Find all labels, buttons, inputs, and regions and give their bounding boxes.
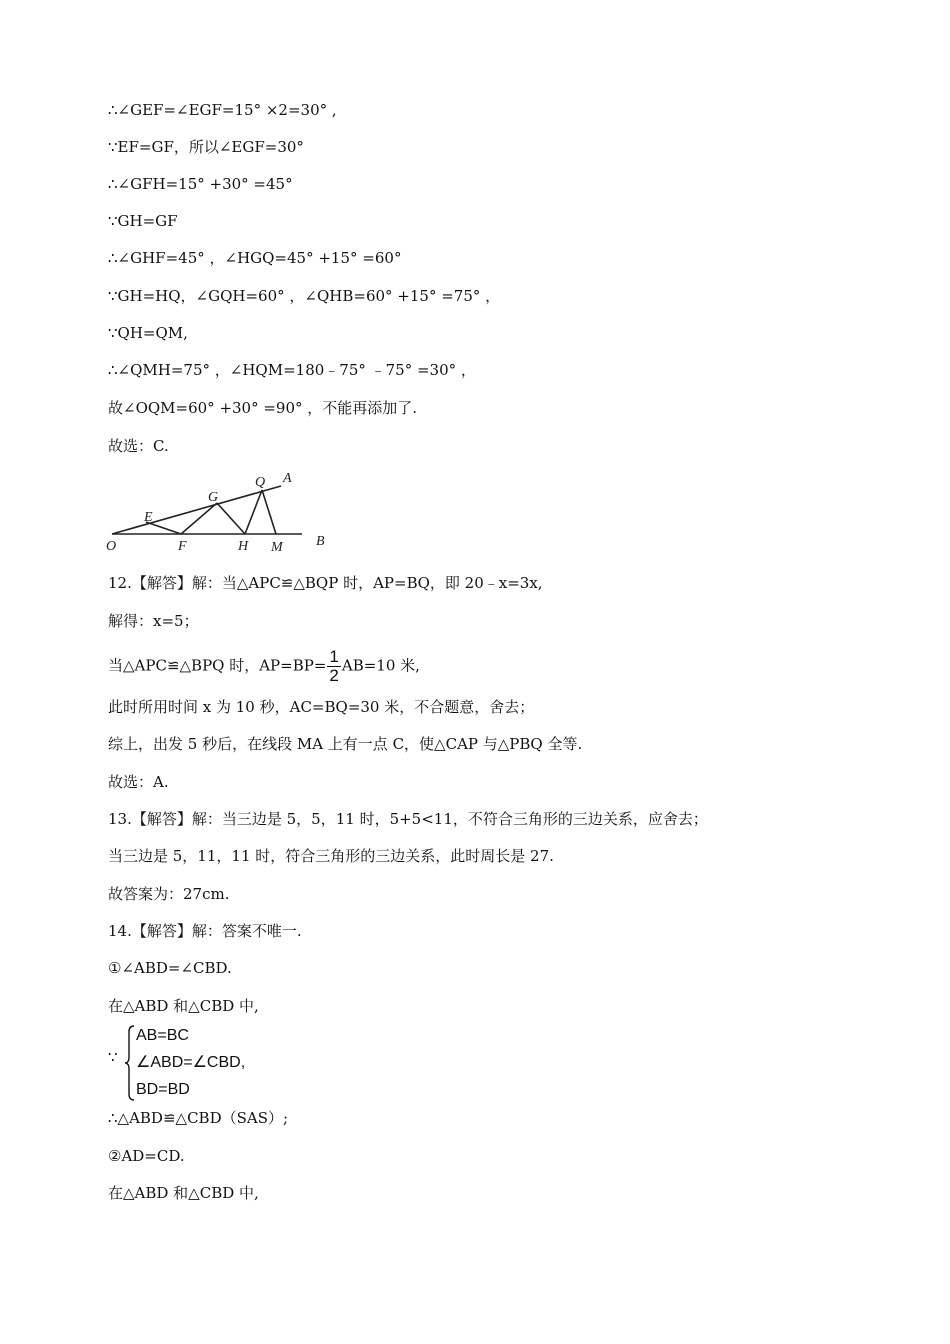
label-G: G	[208, 490, 219, 505]
ray-OA	[112, 486, 281, 534]
q14-line-6: 在△ABD 和△CBD 中,	[108, 1184, 259, 1202]
label-M: M	[271, 540, 283, 555]
q12-line-3-start: 当△APC≌△BPQ 时，AP=BP=	[108, 656, 327, 675]
q14-line-3: 在△ABD 和△CBD 中,	[108, 997, 259, 1015]
system-eq-1: AB=BC	[136, 1027, 189, 1044]
proof-line-7: ∵QH=QM,	[108, 324, 188, 342]
proof-line-9: 故∠OQM=60° +30° =90° ，不能再添加了.	[108, 399, 418, 417]
proof-line-3: ∴∠GFH=15° +30° =45°	[108, 175, 293, 193]
q14-line-4: ∴△ABD≌△CBD（SAS）;	[108, 1109, 289, 1127]
proof-line-5: ∴∠GHF=45° ，∠HGQ=45° +15° =60°	[108, 249, 402, 267]
label-O: O	[106, 539, 117, 554]
fraction-denominator: 2	[329, 666, 339, 685]
system-eq-3: BD=BD	[136, 1081, 190, 1098]
left-brace-icon	[124, 1024, 136, 1102]
label-E: E	[144, 510, 153, 525]
proof-line-1: ∴∠GEF=∠EGF=15° ×2=30° ,	[108, 101, 337, 119]
q14-line-5: ②AD=CD.	[108, 1147, 185, 1165]
angle-figure	[104, 466, 344, 558]
label-A: A	[283, 471, 292, 486]
q12-line-5: 综上，出发 5 秒后，在线段 MA 上有一点 C，使△CAP 与△PBQ 全等.	[108, 735, 583, 753]
label-B: B	[316, 534, 325, 549]
one-half-fraction	[327, 648, 340, 685]
label-H: H	[238, 539, 249, 554]
answer-line-11: 故选：C.	[108, 437, 169, 455]
q13-line-1: 13.【解答】解：当三边是 5，5，11 时，5+5<11，不符合三角形的三边关系，应舍去；	[108, 810, 708, 828]
fraction-numerator: 1	[329, 647, 339, 666]
q12-line-6: 故选：A.	[108, 773, 169, 791]
proof-line-2: ∵EF=GF，所以∠EGF=30°	[108, 138, 304, 156]
q12-line-1: 12.【解答】解：当△APC≌△BQP 时，AP=BQ，即 20﹣x=3x,	[108, 574, 543, 592]
q12-line-4: 此时所用时间 x 为 10 秒，AC=BQ=30 米，不合题意，舍去；	[108, 698, 535, 716]
label-F: F	[178, 539, 187, 554]
proof-line-4: ∵GH=GF	[108, 212, 178, 230]
because-sign: ∵	[108, 1048, 118, 1066]
q12-line-2: 解得：x=5；	[108, 612, 199, 630]
label-Q: Q	[255, 475, 266, 490]
q12-line-3-end: AB=10 米,	[341, 656, 420, 675]
q13-line-2: 当三边是 5，11，11 时，符合三角形的三边关系，此时周长是 27.	[108, 847, 554, 865]
q12-line-3	[108, 648, 420, 685]
system-eq-2: ∠ABD=∠CBD,	[136, 1054, 246, 1071]
q13-line-3: 故答案为：27cm.	[108, 885, 230, 903]
proof-line-8: ∴∠QMH=75° ，∠HQM=180﹣75° ﹣75° =30° ，	[108, 361, 476, 379]
q14-line-1: 14.【解答】解：答案不唯一.	[108, 922, 302, 940]
q14-line-2: ①∠ABD=∠CBD.	[108, 959, 232, 977]
proof-line-6: ∵GH=HQ，∠GQH=60° ，∠QHB=60° +15° =75° ，	[108, 287, 501, 305]
